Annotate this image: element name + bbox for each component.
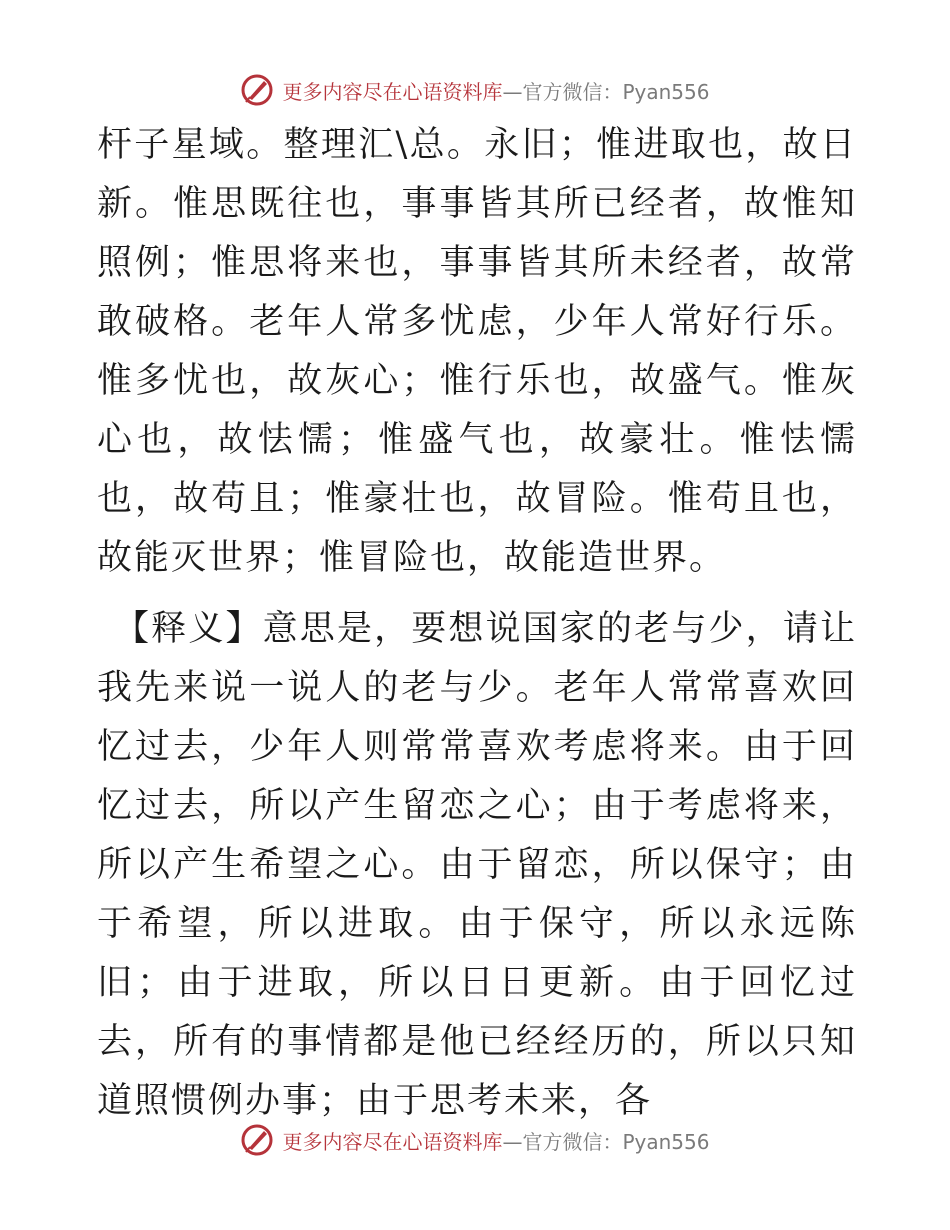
footer-wechat-text: 官方微信：Pyan556 — [522, 1129, 710, 1154]
document-body — [97, 116, 857, 1131]
header-banner — [0, 70, 950, 110]
header-site-text: 更多内容尽在心语资料库 — [282, 79, 503, 104]
header-wechat-text: 官方微信：Pyan556 — [522, 79, 710, 104]
footer-text — [282, 1126, 709, 1155]
header-text — [282, 76, 709, 105]
quill-logo-icon — [240, 73, 274, 107]
header-separator: — — [502, 79, 523, 104]
footer-banner — [0, 1120, 950, 1160]
footer-site-text: 更多内容尽在心语资料库 — [282, 1129, 503, 1154]
paragraph-1: 杆子星域。整理汇\总。永旧；惟进取也，故日新。惟思既往也，事事皆其所已经者，故惟知照例；惟思将来也，事事皆其所未经者，故常敢破格。老年人常多忧虑，少年人常好行乐。惟多忧也，故灰心；惟行乐也，故盛气。惟灰心也，故怯懦；惟盛气也，故豪壮。惟怯懦也，故苟且；惟豪壮也，故冒险。惟苟且也，故能灭世界；惟冒险也，故能造世界。 — [97, 125, 857, 578]
footer-separator: — — [502, 1129, 523, 1154]
quill-logo-icon — [240, 1123, 274, 1157]
paragraph-2: 【释义】意思是，要想说国家的老与少，请让我先来说一说人的老与少。老年人常常喜欢回忆过去，少年人则常常喜欢考虑将来。由于回忆过去，所以产生留恋之心；由于考虑将来，所以产生希望之心。由于留恋，所以保守；由于希望，所以进取。由于保守，所以永远陈旧；由于进取，所以日日更新。由于回忆过去，所有的事情都是他已经经历的，所以只知道照惯例办事；由于思考未来，各 — [97, 609, 857, 1121]
